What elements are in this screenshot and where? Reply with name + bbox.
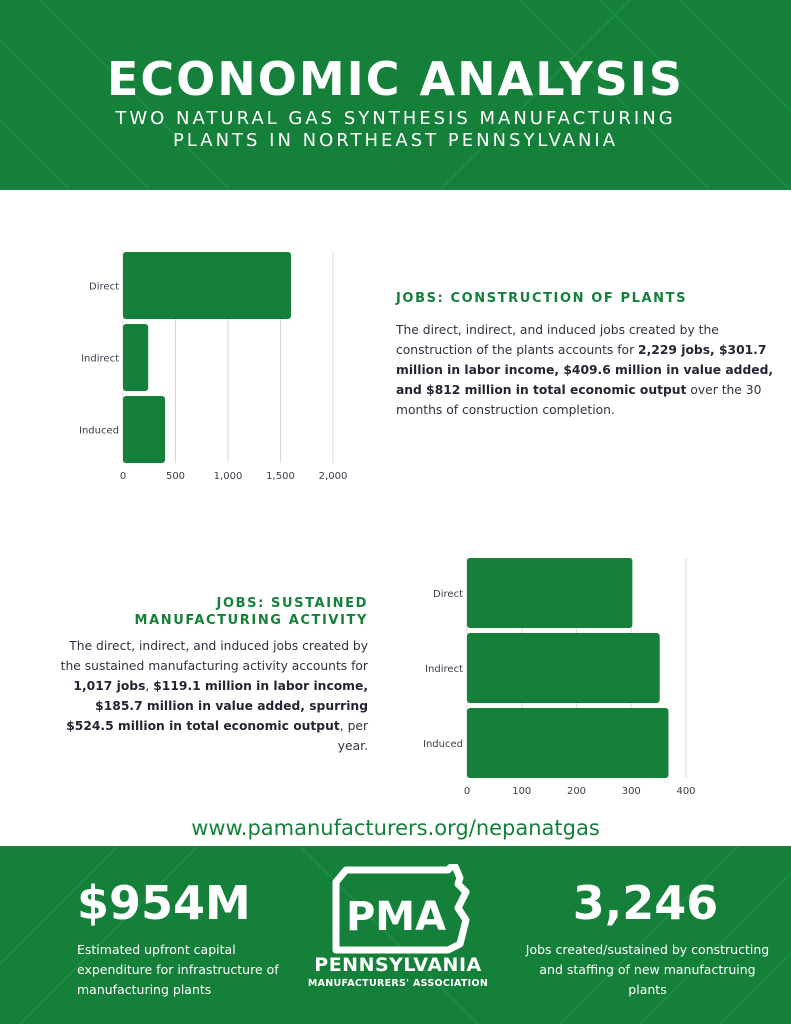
sustained-text-bold-1: 1,017 jobs xyxy=(73,679,146,693)
subtitle-line-2: PLANTS IN NORTHEAST PENNSYLVANIA xyxy=(172,130,619,151)
sustained-category-label: Indirect xyxy=(425,664,463,675)
construction-jobs-chart xyxy=(60,240,370,480)
capex-stat: $954M xyxy=(77,876,251,930)
capex-description: Estimated upfront capital expenditure for infrastructure of manufacturing plants xyxy=(77,942,279,997)
page-subtitle xyxy=(0,108,791,152)
sustained-jobs-chart xyxy=(410,550,720,800)
sustained-tick-label: 0 xyxy=(463,786,471,797)
construction-bar-induced xyxy=(123,396,165,463)
construction-tick-label: 0 xyxy=(119,471,127,480)
sustained-category-label: Induced xyxy=(423,739,463,750)
sustained-text-a: The direct, indirect, and induced jobs created by the sustained manufacturing activity accounts for xyxy=(60,639,368,673)
sustained-tick-label: 300 xyxy=(621,786,641,797)
sustained-tick-label: 200 xyxy=(566,786,587,797)
construction-tick-label: 1,000 xyxy=(213,471,243,480)
construction-category-label: Induced xyxy=(79,425,119,437)
pennsylvania-outline-icon xyxy=(298,864,498,956)
pma-logo xyxy=(298,864,498,996)
construction-text-a: The direct, indirect, and induced jobs created by the construction of the plants accounts for xyxy=(396,323,719,357)
sustained-text-bold-2: $119.1 million in labor income, $185.7 million in value added, spurring $524.5 million in total economic output xyxy=(66,679,368,733)
construction-bar-indirect xyxy=(123,324,148,391)
sustained-text-b: , xyxy=(145,679,154,693)
sustained-tick-label: 400 xyxy=(676,786,696,797)
logo-mark: PMA xyxy=(345,894,447,940)
construction-text xyxy=(396,320,776,420)
sustained-tick-label: 100 xyxy=(512,786,532,797)
construction-text-b: over the 30 months of construction completion. xyxy=(396,383,762,417)
construction-category-label: Direct xyxy=(89,281,119,293)
sustained-category-label: Direct xyxy=(433,589,463,600)
sustained-text xyxy=(60,636,368,756)
sustained-bar-direct xyxy=(467,558,632,628)
jobs-description: Jobs created/sustained by constructing and staffing of new manufactruing plants xyxy=(525,942,770,997)
page-title: ECONOMIC ANALYSIS xyxy=(106,52,685,106)
construction-bar-direct xyxy=(123,252,291,319)
construction-tick-label: 500 xyxy=(165,471,186,480)
construction-heading: JOBS: CONSTRUCTION OF PLANTS xyxy=(396,291,688,306)
construction-tick-label: 2,000 xyxy=(318,471,348,480)
sustained-bar-indirect xyxy=(467,633,660,703)
sustained-heading: JOBS: SUSTAINED MANUFACTURING ACTIVITY xyxy=(134,596,368,628)
header-band xyxy=(0,0,791,190)
website-link[interactable]: www.pamanufacturers.org/nepanatgas xyxy=(191,816,600,840)
logo-name: PENNSYLVANIA xyxy=(314,954,482,976)
jobs-stat: 3,246 xyxy=(572,876,719,930)
sustained-text-c: , per year. xyxy=(337,719,368,753)
construction-tick-label: 1,500 xyxy=(266,471,295,480)
construction-category-label: Indirect xyxy=(81,353,119,365)
sustained-bar-induced xyxy=(467,708,668,778)
construction-text-bold: 2,229 jobs, $301.7 million in labor income, $409.6 million in value added, and $812 million in total economic output xyxy=(396,343,774,397)
logo-subtitle: MANUFACTURERS' ASSOCIATION xyxy=(307,978,489,989)
subtitle-line-1: TWO NATURAL GAS SYNTHESIS MANUFACTURING xyxy=(115,108,676,129)
